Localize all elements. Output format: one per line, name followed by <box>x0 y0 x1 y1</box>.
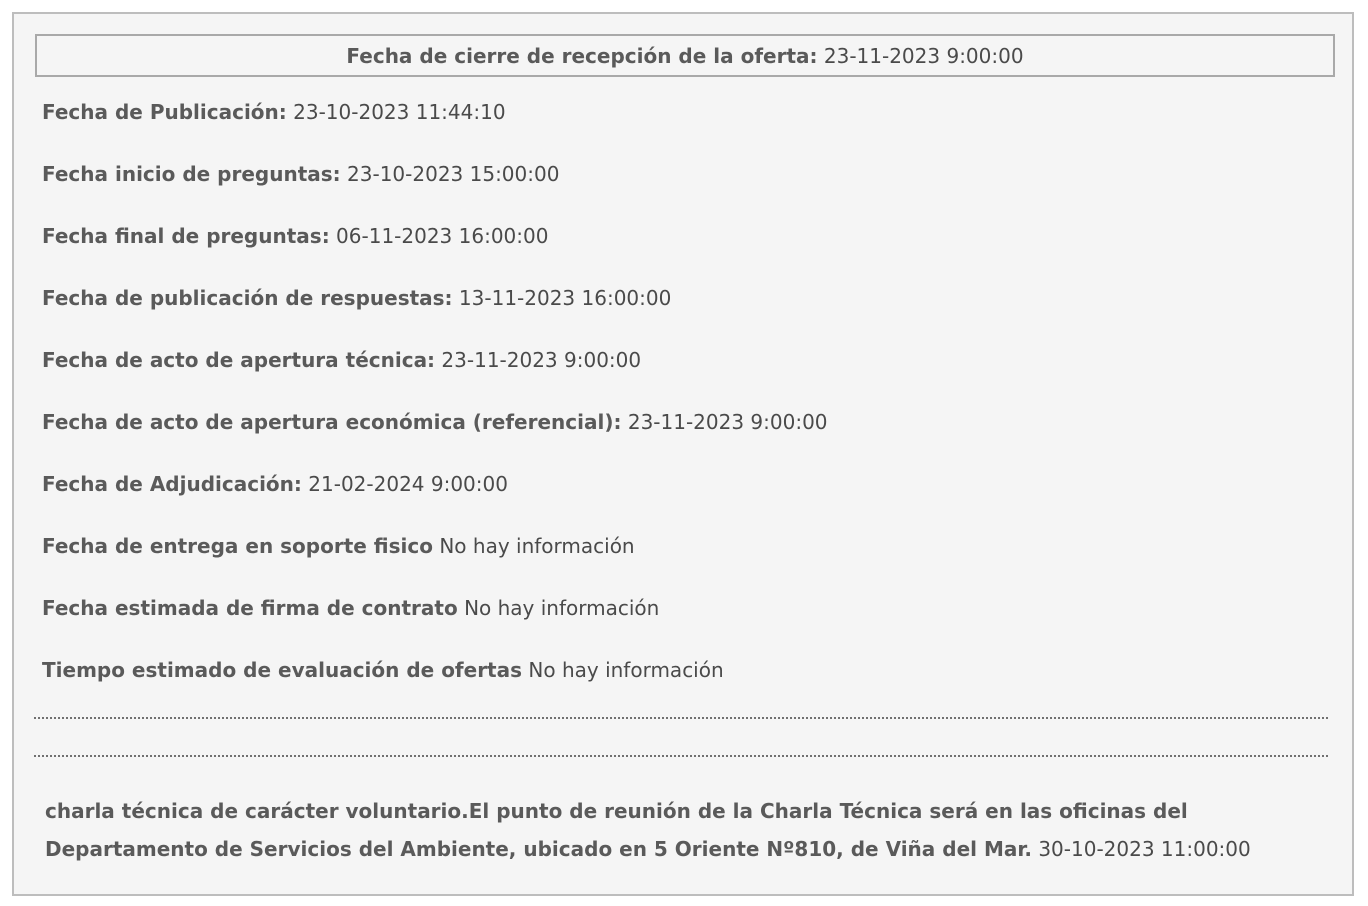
closing-date-header <box>35 34 1335 77</box>
date-value: 23-10-2023 15:00:00 <box>347 162 560 186</box>
date-row-firma-contrato <box>42 596 659 620</box>
date-value: 23-11-2023 9:00:00 <box>441 348 642 372</box>
date-row-final-preguntas <box>42 224 548 248</box>
closing-date-value: 23-11-2023 9:00:00 <box>823 43 1024 68</box>
date-row-publicacion <box>42 100 506 124</box>
technical-talk-note <box>45 792 1325 868</box>
dotted-divider <box>34 717 1328 719</box>
date-row-adjudicacion <box>42 472 508 496</box>
date-label: Fecha inicio de preguntas: <box>42 162 341 186</box>
date-row-apertura-economica <box>42 410 828 434</box>
date-label: Fecha de Adjudicación: <box>42 472 302 496</box>
closing-date-label: Fecha de cierre de recepción de la oferta: <box>346 43 818 68</box>
date-label: Fecha final de preguntas: <box>42 224 330 248</box>
technical-talk-date: 30-10-2023 11:00:00 <box>1038 837 1251 861</box>
date-row-soporte-fisico <box>42 534 635 558</box>
date-label: Fecha de acto de apertura técnica: <box>42 348 436 372</box>
date-label: Fecha de publicación de respuestas: <box>42 286 453 310</box>
date-label: Fecha estimada de firma de contrato <box>42 596 458 620</box>
date-value: 23-10-2023 11:44:10 <box>293 100 506 124</box>
date-value: No hay información <box>528 658 724 682</box>
date-label: Fecha de acto de apertura económica (referencial): <box>42 410 622 434</box>
technical-talk-label: charla técnica de carácter voluntario.El punto de reunión de la Charla Técnica será en las oficinas del Departamento de Servicios del Ambiente, ubicado en 5 Oriente Nº810, de Viña del Mar. <box>45 799 1188 861</box>
date-value: No hay información <box>464 596 660 620</box>
date-value: 13-11-2023 16:00:00 <box>458 286 672 310</box>
dotted-divider <box>34 755 1328 757</box>
date-row-publicacion-respuestas <box>42 286 671 310</box>
date-value: 21-02-2024 9:00:00 <box>308 472 508 496</box>
date-value: No hay información <box>439 534 635 558</box>
date-label: Fecha de Publicación: <box>42 100 287 124</box>
date-row-inicio-preguntas <box>42 162 559 186</box>
date-value: 06-11-2023 16:00:00 <box>336 224 549 248</box>
date-label: Tiempo estimado de evaluación de ofertas <box>42 658 523 682</box>
date-row-evaluacion-ofertas <box>42 658 724 682</box>
date-label: Fecha de entrega en soporte fisico <box>42 534 433 558</box>
date-row-apertura-tecnica <box>42 348 641 372</box>
date-value: 23-11-2023 9:00:00 <box>627 410 828 434</box>
dates-panel <box>12 12 1354 896</box>
